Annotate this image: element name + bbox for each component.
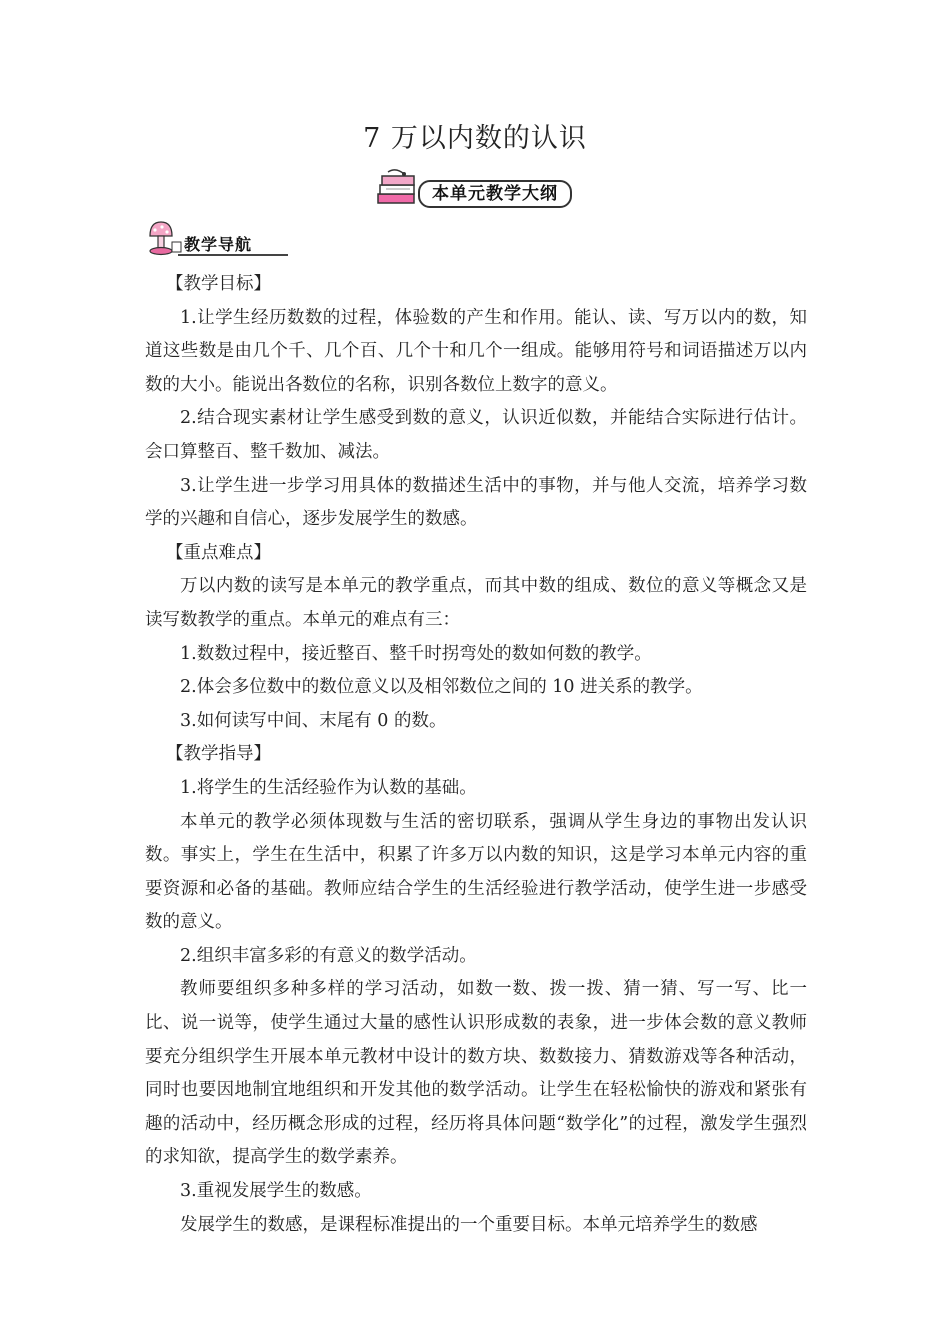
nav-underline [178,254,288,256]
paragraph: 万以内数的读写是本单元的教学重点，而其中数的组成、数位的意义等概念又是读写数教学的重点。本单元的难点有三： [145,576,807,630]
paragraph: 3.如何读写中间、末尾有 0 的数。 [180,710,447,731]
paragraph: 2.组织丰富多彩的有意义的数学活动。 [180,945,477,966]
paragraph: 3.重视发展学生的数感。 [180,1181,372,1202]
teaching-nav-label: 教学导航 [184,235,253,254]
paragraph: 发展学生的数感，是课程标准提出的一个重要目标。本单元培养学生的数感 [180,1214,758,1235]
paragraph: 3.让学生进一步学习用具体的数描述生活中的事物，并与他人交流，培养学习数学的兴趣和自信心，逐步发展学生的数感。 [145,475,807,530]
books-icon [374,168,424,212]
paragraph: 1.让学生经历数数的过程，体验数的产生和作用。能认、读、写万以内的数，知道这些数是由几个千、几个百、几个十和几个一组成。能够用符号和词语描述万以内数的大小。能说出各数位的名称，识别各数位上数字的意义。 [145,307,807,395]
paragraph: 本单元的教学必须体现数与生活的密切联系，强调从学生身边的事物出发认识数。事实上，学生在生活中，积累了许多万以内数的知识，这是学习本单元内容的重要资源和必备的基础。教师应结合学生的生活经验进行教学活动，使学生进一步感受数的意义。 [145,811,807,933]
paragraph: 2.体会多位数中的数位意义以及相邻数位之间的 10 进关系的教学。 [180,677,703,698]
unit-outline-label: 本单元教学大纲 [418,180,572,208]
section-heading-teaching-guidance: 【教学指导】 [166,744,271,765]
section-heading-key-points: 【重点难点】 [166,542,271,563]
section-heading-teaching-goals: 【教学目标】 [166,274,271,294]
body-text [145,268,807,1242]
teaching-nav-header [142,218,292,260]
paragraph: 教师要组织多种多样的学习活动，如数一数、拨一拨、猜一猜、写一写、比一比、说一说等，使学生通过大量的感性认识形成数的表象，进一步体会数的意义教师要充分组织学生开展本单元教材中设计的数方块、数数接力、猜数游戏等各种活动，同时也要因地制宜地组织和开发其他的数学活动。让学生在轻松愉快的游戏和紧张有趣的活动中，经历概念形成的过程，经历将具体问题“数学化”的过程，激发学生强烈的求知欲，提高学生的数学素养。 [145,979,807,1168]
paragraph: 1.数数过程中，接近整百、整千时拐弯处的数如何数的教学。 [180,643,652,664]
paragraph: 2.结合现实素材让学生感受到数的意义，认识近似数，并能结合实际进行估计。会口算整百、整千数加、减法。 [145,408,807,462]
paragraph: 1.将学生的生活经验作为认数的基础。 [180,777,477,798]
unit-outline-banner [372,168,582,212]
page-title: 7 万以内数的认识 [363,123,587,154]
